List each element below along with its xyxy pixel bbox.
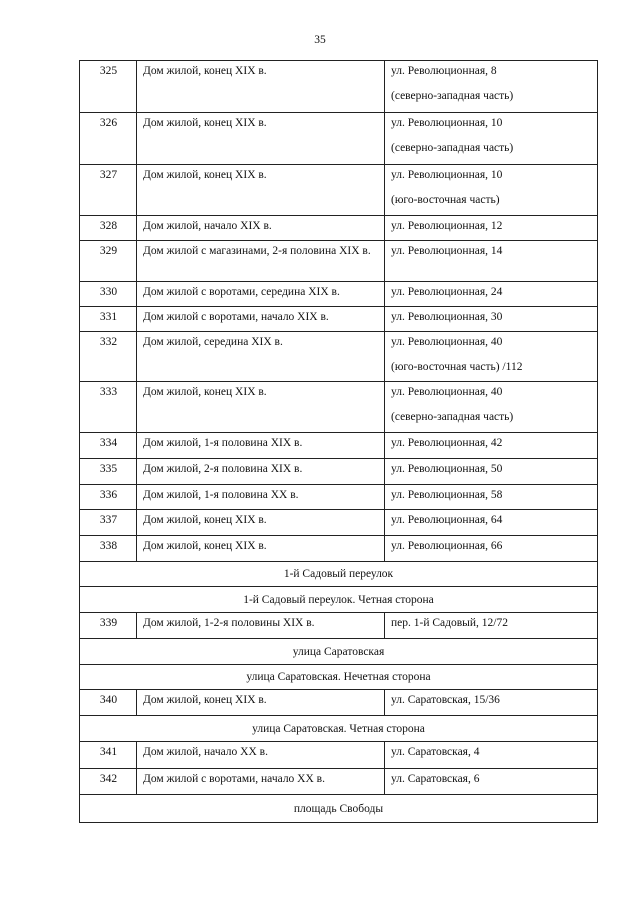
address-line: ул. Революционная, 66 xyxy=(391,540,503,552)
section-title: 1-й Садовый переулок xyxy=(80,562,598,587)
table-row xyxy=(80,769,598,795)
row-number: 329 xyxy=(80,241,137,282)
section-header-row xyxy=(80,562,598,587)
table-row xyxy=(80,241,598,282)
object-address xyxy=(385,165,598,216)
table-row xyxy=(80,433,598,459)
row-number: 327 xyxy=(80,165,137,216)
row-number: 332 xyxy=(80,332,137,382)
table-row xyxy=(80,113,598,165)
address-note: (северно-западная часть) xyxy=(391,90,514,102)
object-name: Дом жилой, начало XIX в. xyxy=(137,216,385,241)
address-note: (юго-восточная часть) /112 xyxy=(391,361,523,373)
address-line: ул. Революционная, 40 xyxy=(391,386,503,398)
object-address xyxy=(385,485,598,510)
table-body xyxy=(80,61,598,823)
address-line: ул. Революционная, 40 xyxy=(391,336,503,348)
object-name: Дом жилой, конец XIX в. xyxy=(137,510,385,536)
object-name: Дом жилой, конец XIX в. xyxy=(137,61,385,113)
section-title: 1-й Садовый переулок. Четная сторона xyxy=(80,587,598,613)
address-line: ул. Революционная, 58 xyxy=(391,489,503,501)
object-address xyxy=(385,332,598,382)
object-address xyxy=(385,241,598,282)
object-address xyxy=(385,690,598,716)
address-line: ул. Революционная, 10 xyxy=(391,117,503,129)
section-header-row xyxy=(80,665,598,690)
row-number: 334 xyxy=(80,433,137,459)
address-line: ул. Саратовская, 4 xyxy=(391,746,480,758)
address-line: ул. Революционная, 10 xyxy=(391,169,503,181)
row-number: 338 xyxy=(80,536,137,562)
object-name: Дом жилой, 1-2-я половины XIX в. xyxy=(137,613,385,639)
row-number: 328 xyxy=(80,216,137,241)
address-line: ул. Революционная, 42 xyxy=(391,437,503,449)
address-line: ул. Саратовская, 15/36 xyxy=(391,694,500,706)
section-header-row xyxy=(80,587,598,613)
object-name: Дом жилой, 2-я половина XIX в. xyxy=(137,459,385,485)
object-address xyxy=(385,536,598,562)
object-name: Дом жилой, конец XIX в. xyxy=(137,165,385,216)
row-number: 336 xyxy=(80,485,137,510)
object-name: Дом жилой, 1-я половина XIX в. xyxy=(137,433,385,459)
object-address xyxy=(385,61,598,113)
address-line: ул. Революционная, 30 xyxy=(391,311,503,323)
object-name: Дом жилой, конец XIX в. xyxy=(137,113,385,165)
row-number: 339 xyxy=(80,613,137,639)
row-number: 340 xyxy=(80,690,137,716)
object-address xyxy=(385,613,598,639)
object-name: Дом жилой, начало XX в. xyxy=(137,742,385,769)
object-address xyxy=(385,282,598,307)
address-line: ул. Революционная, 14 xyxy=(391,245,503,257)
row-number: 337 xyxy=(80,510,137,536)
row-number: 331 xyxy=(80,307,137,332)
object-address xyxy=(385,769,598,795)
row-number: 341 xyxy=(80,742,137,769)
address-line: ул. Революционная, 64 xyxy=(391,514,503,526)
address-line: ул. Революционная, 24 xyxy=(391,286,503,298)
table-row xyxy=(80,510,598,536)
object-address xyxy=(385,307,598,332)
page-number: 35 xyxy=(314,34,326,46)
object-name: Дом жилой с магазинами, 2-я половина XIX в. xyxy=(137,241,385,282)
section-title: площадь Свободы xyxy=(80,795,598,823)
row-number: 330 xyxy=(80,282,137,307)
table-row xyxy=(80,613,598,639)
table-row xyxy=(80,307,598,332)
table-row xyxy=(80,165,598,216)
object-name: Дом жилой с воротами, середина XIX в. xyxy=(137,282,385,307)
address-note: (юго-восточная часть) xyxy=(391,194,500,206)
object-address xyxy=(385,216,598,241)
row-number: 335 xyxy=(80,459,137,485)
table-row xyxy=(80,282,598,307)
row-number: 326 xyxy=(80,113,137,165)
section-header-row xyxy=(80,795,598,823)
section-title: улица Саратовская. Нечетная сторона xyxy=(80,665,598,690)
object-address xyxy=(385,510,598,536)
row-number: 333 xyxy=(80,382,137,433)
address-note: (северно-западная часть) xyxy=(391,411,514,423)
table-row xyxy=(80,485,598,510)
object-name: Дом жилой, середина XIX в. xyxy=(137,332,385,382)
table-row xyxy=(80,332,598,382)
object-name: Дом жилой, конец XIX в. xyxy=(137,382,385,433)
section-title: улица Саратовская. Четная сторона xyxy=(80,716,598,742)
section-header-row xyxy=(80,716,598,742)
table-row xyxy=(80,382,598,433)
section-title: улица Саратовская xyxy=(80,639,598,665)
heritage-objects-table xyxy=(79,60,598,823)
object-address xyxy=(385,742,598,769)
object-name: Дом жилой с воротами, начало XX в. xyxy=(137,769,385,795)
table-row xyxy=(80,536,598,562)
address-line: ул. Революционная, 12 xyxy=(391,220,503,232)
object-name: Дом жилой с воротами, начало XIX в. xyxy=(137,307,385,332)
address-line: ул. Революционная, 8 xyxy=(391,65,497,77)
row-number: 325 xyxy=(80,61,137,113)
address-line: ул. Революционная, 50 xyxy=(391,463,503,475)
table-row xyxy=(80,459,598,485)
object-address xyxy=(385,433,598,459)
table-row xyxy=(80,742,598,769)
object-address xyxy=(385,382,598,433)
row-number: 342 xyxy=(80,769,137,795)
address-line: ул. Саратовская, 6 xyxy=(391,773,480,785)
object-name: Дом жилой, 1-я половина XX в. xyxy=(137,485,385,510)
table-row xyxy=(80,690,598,716)
object-name: Дом жилой, конец XIX в. xyxy=(137,690,385,716)
section-header-row xyxy=(80,639,598,665)
object-address xyxy=(385,459,598,485)
table-row xyxy=(80,216,598,241)
object-name: Дом жилой, конец XIX в. xyxy=(137,536,385,562)
object-address xyxy=(385,113,598,165)
address-line: пер. 1-й Садовый, 12/72 xyxy=(391,617,508,629)
table-row xyxy=(80,61,598,113)
address-note: (северно-западная часть) xyxy=(391,142,514,154)
